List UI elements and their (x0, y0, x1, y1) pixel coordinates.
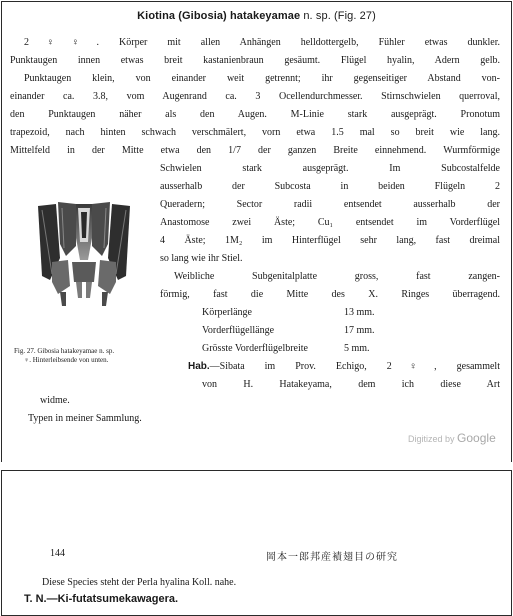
google-logo: Google (457, 431, 496, 445)
habitat-text: —Sibata im Prov. Echigo, 2♀, gesammelt (209, 361, 500, 372)
measurement-value: 17 mm. (344, 325, 375, 336)
species-title (2, 10, 511, 22)
figure-caption (14, 347, 154, 365)
measurement-value: 5 mm. (344, 343, 370, 354)
text-line: Punktaugen innen etwas breit kastanienbraun gesäumt. Flügel hyalin, Adern gelb. (10, 55, 500, 66)
watermark-prefix: Digitized by (408, 434, 455, 444)
text-line: einander ca. 3.8, vom Augenrand ca. 3 Ocellendurchmesser. Stirnschwielen querroval, (10, 91, 500, 102)
measurement-label: Vorderflügellänge (202, 325, 275, 336)
measurement-value: 13 mm. (344, 307, 375, 318)
running-header: 岡本一郎邦産襀翅目の研究 (266, 552, 398, 563)
text-line: Anastomose zwei Äste; Cu₁ entsendet im Vorderflügel (160, 217, 500, 228)
page-separator (0, 462, 513, 469)
measurement-label: Grösste Vorderflügelbreite (202, 343, 308, 354)
text-line: Punktaugen klein, von einander weit getrennt; ihr gegenseitiger Abstand von- (24, 73, 500, 84)
scanned-page-top (1, 1, 512, 463)
measurement-row (202, 325, 422, 337)
text-line: 2♀♀. Körper mit allen Anhängen helldottergelb, Fühler etwas dunkler. (24, 37, 500, 48)
text-line: von H. Hatakeyama, dem ich diese Art (202, 379, 500, 390)
text-line: den Punktaugen näher als den Augen. M-Linie stark ausgeprägt. Pronotum (10, 109, 500, 120)
figure-27-image (32, 198, 136, 308)
habitat-line (188, 361, 500, 373)
species-name: Kiotina (Gibosia) hatakeyamae (137, 10, 301, 22)
caption-line: Fig. 27. Gibosia hatakeyamae n. sp. (14, 347, 115, 355)
species-note: Diese Species steht der Perla hyalina Koll. nahe. (42, 577, 237, 588)
measurement-label: Körperlänge (202, 307, 252, 318)
habitat-label: Hab. (188, 361, 210, 372)
text-line: Weibliche Subgenitalplatte gross, fast zangen- (174, 271, 500, 282)
text-line: Schwielen stark ausgeprägt. Im Subcostalfelde (160, 163, 500, 174)
measurement-row (202, 307, 422, 319)
species-novelty: n. sp. (303, 10, 331, 22)
caption-line: ♀. Hinterleibsende von unten. (24, 356, 109, 364)
scanned-page-bottom (1, 470, 512, 616)
text-line: so lang wie ihr Stiel. (160, 253, 243, 264)
text-line: 4 Äste; 1M₂ im Hinterflügel sehr lang, fast dreimal (160, 235, 500, 246)
text-line: Queradern; Sector radii entsendet ausserhalb der (160, 199, 500, 210)
text-line: widme. (40, 395, 70, 406)
page-number: 144 (50, 548, 65, 559)
text-line: ausserhalb der Subcosta in beiden Flügeln 2 (160, 181, 500, 192)
text-line: Typen in meiner Sammlung. (28, 413, 142, 424)
japanese-name-line: T. N.—Ki-futatsumekawagera. (24, 593, 179, 605)
text-line: Mittelfeld in der Mitte etwa den 1/7 der ganzen Breite einnehmend. Wurmförmige (10, 145, 500, 156)
text-line: trapezoid, nach hinten schwach verschmälert, vorn etwa 1.5 mal so breit wie lang. (10, 127, 500, 138)
text-line: förmig, fast die Mitte des X. Ringes überragend. (160, 289, 500, 300)
figure-reference: (Fig. 27) (334, 10, 376, 22)
digitized-watermark (408, 431, 496, 445)
measurement-row (202, 343, 422, 355)
